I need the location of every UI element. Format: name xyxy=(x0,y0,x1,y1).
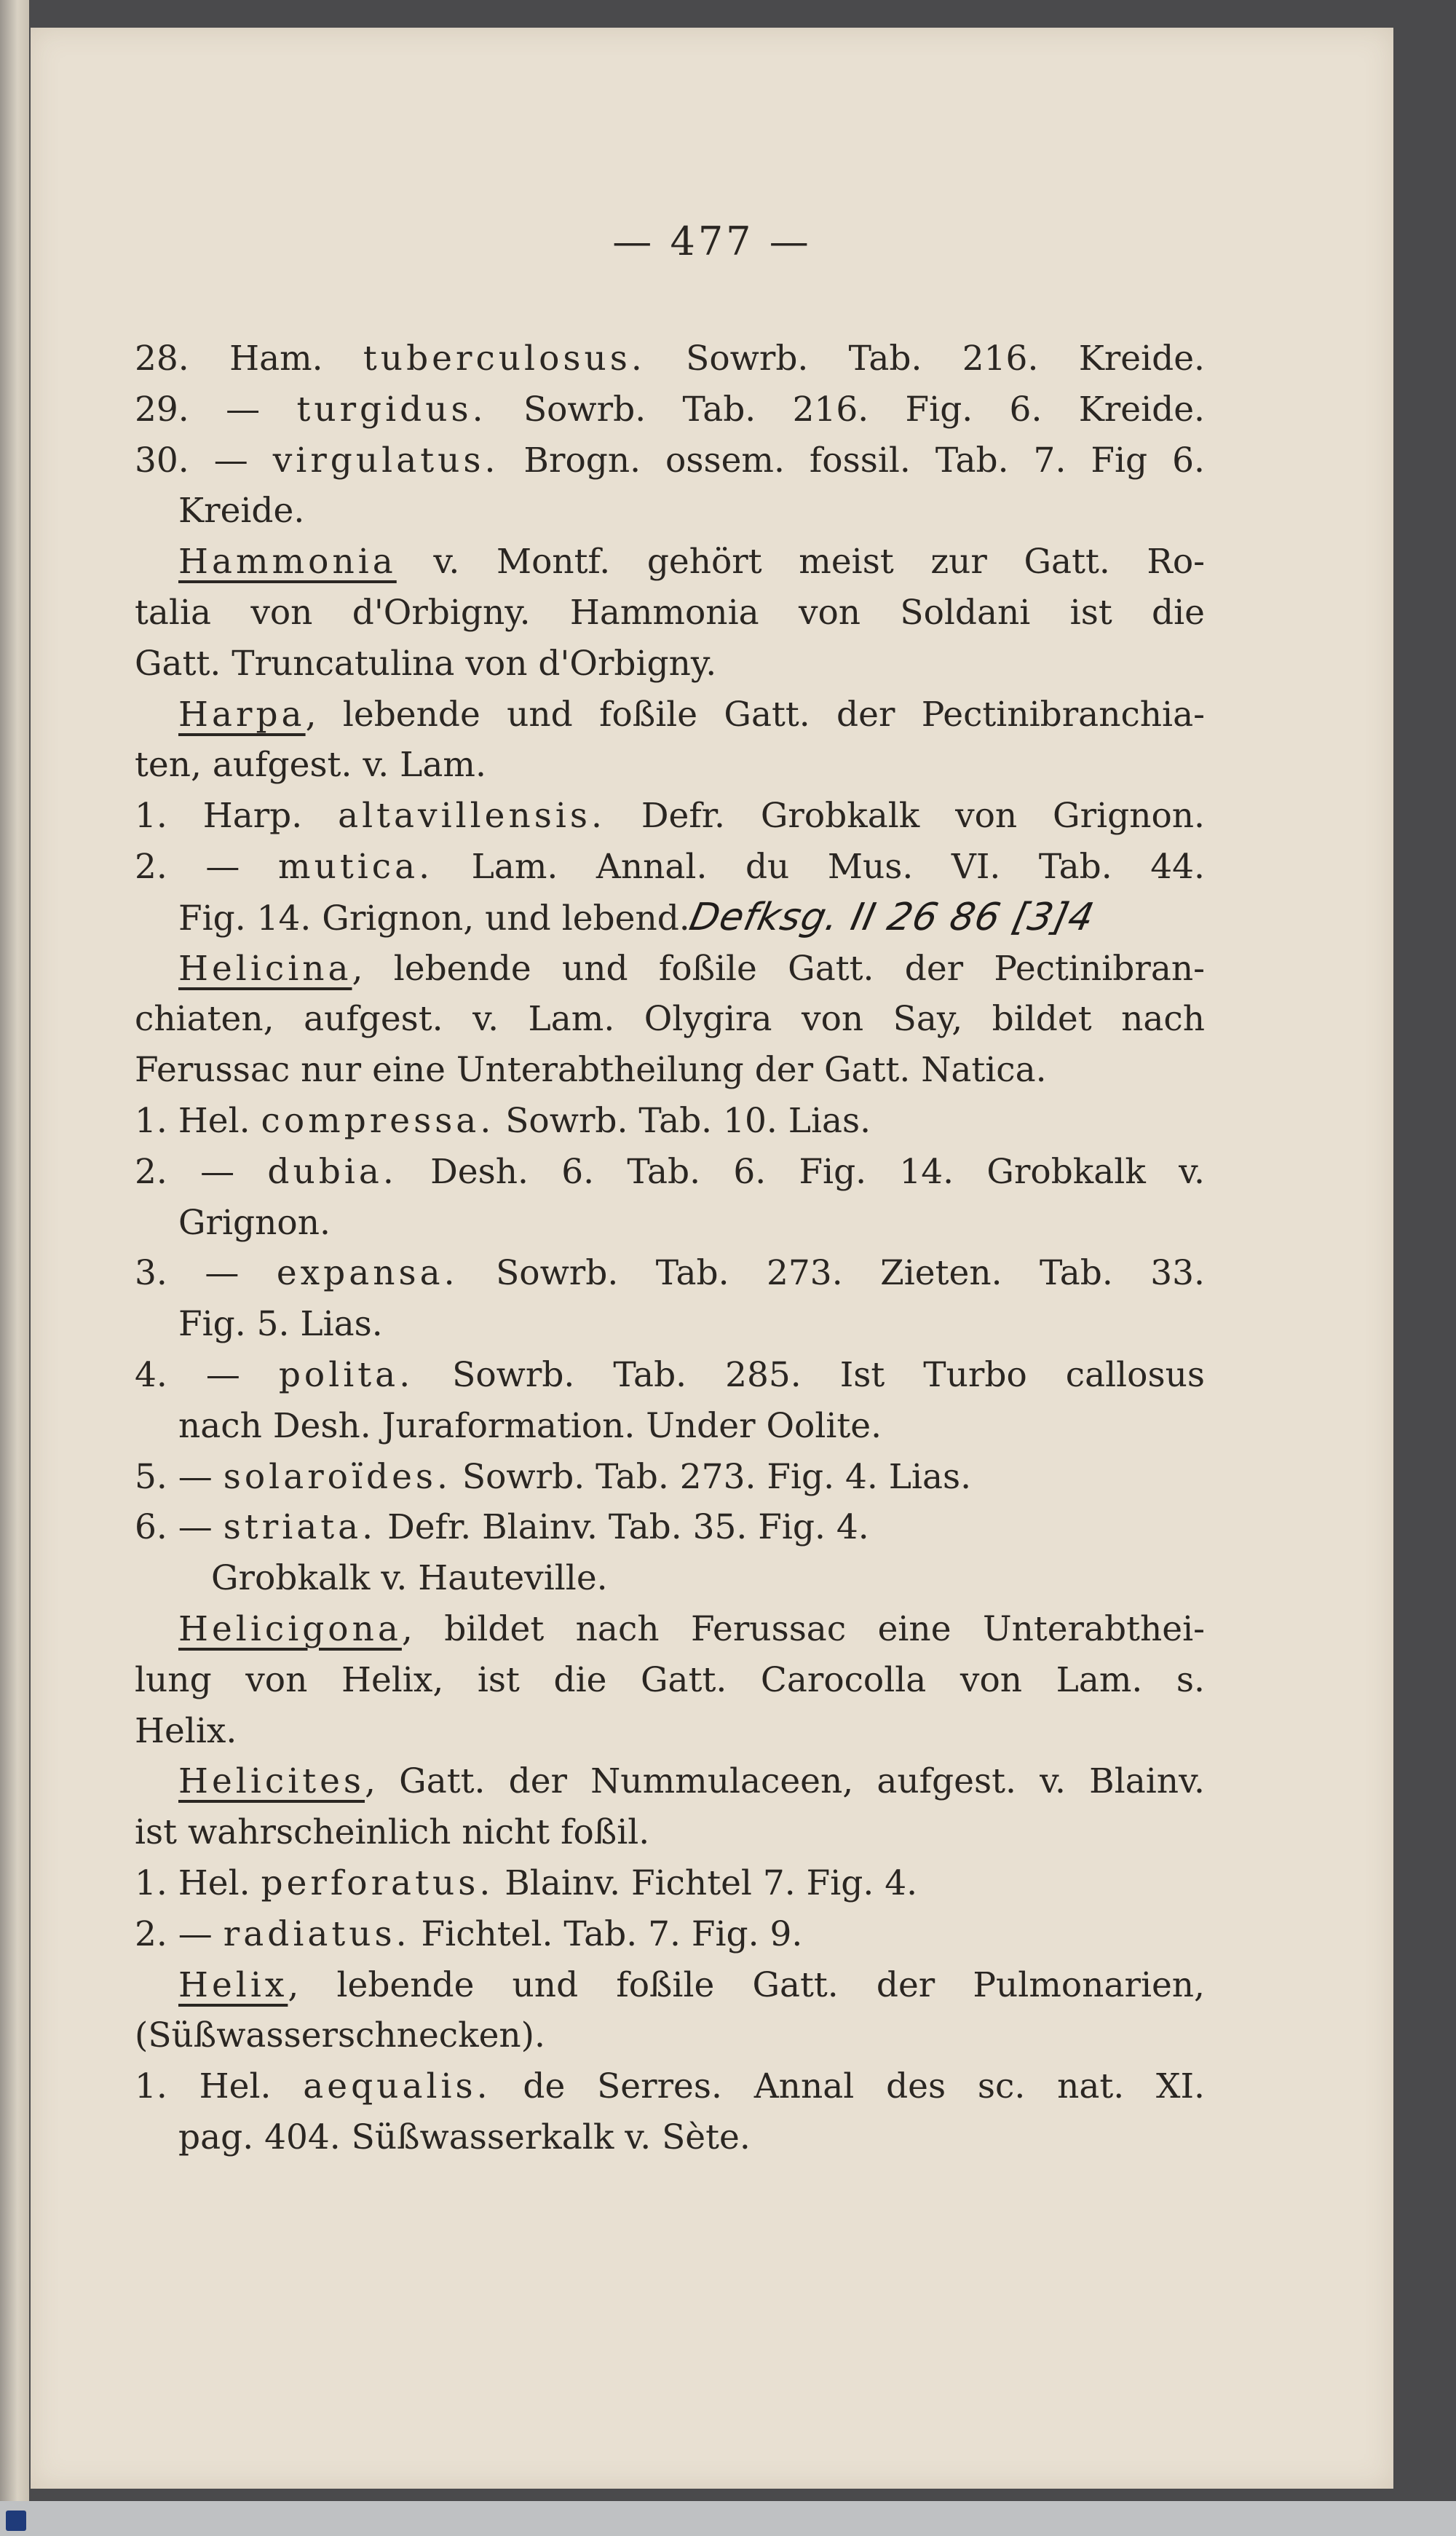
entry-line: 2. — dubia. Desh. 6. Tab. 6. Fig. 14. Grobkalk v. xyxy=(135,1151,1205,1192)
text-line: Helix. xyxy=(135,1710,237,1751)
book-page xyxy=(31,28,1393,2489)
genus-heading-line: Helicites, Gatt. der Nummulaceen, aufgest. v. Blainv. xyxy=(178,1761,1205,1802)
text-line: chiaten, aufgest. v. Lam. Olygira von Say, bildet nach xyxy=(135,999,1205,1040)
text-line: Gatt. Truncatulina von d'Orbigny. xyxy=(135,643,717,684)
genus-name-helicina: Helicina xyxy=(178,948,352,989)
page-gutter xyxy=(0,0,29,2501)
text-line: ten, aufgest. v. Lam. xyxy=(135,745,486,786)
entry-line: 3. — expansa. Sowrb. Tab. 273. Zieten. Tab. 33. xyxy=(135,1253,1205,1294)
entry-line: 5. — solaroïdes. Sowrb. Tab. 273. Fig. 4. Lias. xyxy=(135,1456,972,1497)
genus-name-helix: Helix xyxy=(178,1964,288,2005)
entry-line: 29. — turgidus. Sowrb. Tab. 216. Fig. 6. Kreide. xyxy=(135,389,1205,430)
scan-bottom-strip xyxy=(0,2501,1456,2536)
text-line: Grignon. xyxy=(178,1202,331,1243)
text-line: lung von Helix, ist die Gatt. Carocolla von Lam. s. xyxy=(135,1659,1205,1700)
page-body xyxy=(135,333,1205,2163)
genus-name-helicites: Helicites xyxy=(178,1761,365,1802)
text-line: ist wahrscheinlich nicht foßil. xyxy=(135,1812,650,1853)
genus-name-hammonia: Hammonia xyxy=(178,542,397,582)
genus-name-harpa: Harpa xyxy=(178,694,306,735)
entry-line: 2. — radiatus. Fichtel. Tab. 7. Fig. 9. xyxy=(135,1913,803,1954)
handwritten-annotation: Defksg. II 26 86 [3]4 xyxy=(685,895,1099,939)
page-number-header: — 477 — xyxy=(612,218,812,264)
entry-line: 1. Hel. perforatus. Blainv. Fichtel 7. Fig. 4. xyxy=(135,1863,918,1903)
entry-line: 1. Hel. aequalis. de Serres. Annal des sc. nat. XI. xyxy=(135,2066,1205,2107)
text-line: talia von d'Orbigny. Hammonia von Soldani ist die xyxy=(135,592,1205,633)
genus-heading-line: Helicigona, bildet nach Ferussac eine Unterabthei- xyxy=(178,1608,1205,1649)
entry-line: 30. — virgulatus. Brogn. ossem. fossil. Tab. 7. Fig 6. xyxy=(135,440,1205,481)
entry-line: 1. Hel. compressa. Sowrb. Tab. 10. Lias. xyxy=(135,1100,871,1141)
entry-line: 6. — striata. Defr. Blainv. Tab. 35. Fig. 4. xyxy=(135,1507,869,1548)
entry-line: 2. — mutica. Lam. Annal. du Mus. VI. Tab. 44. xyxy=(135,846,1205,887)
entry-line: 1. Harp. altavillensis. Defr. Grobkalk von Grignon. xyxy=(135,796,1205,837)
genus-heading-line: Hammonia v. Montf. gehört meist zur Gatt. Ro- xyxy=(178,542,1205,582)
genus-heading-line: Helicina, lebende und foßile Gatt. der Pectinibran- xyxy=(178,948,1205,989)
text-line: Ferussac nur eine Unterabtheilung der Gatt. Natica. xyxy=(135,1050,1047,1091)
entry-line: 28. Ham. tuberculosus. Sowrb. Tab. 216. Kreide. xyxy=(135,339,1205,379)
library-logo-icon xyxy=(6,2511,26,2531)
text-line: nach Desh. Juraformation. Under Oolite. xyxy=(178,1405,882,1446)
text-line: Fig. 14. Grignon, und lebend.Defksg. II 26 86 [3]4 xyxy=(135,893,1205,944)
text-line: Fig. 5. Lias. xyxy=(178,1304,383,1345)
entry-line: 4. — polita. Sowrb. Tab. 285. Ist Turbo callosus xyxy=(135,1354,1205,1395)
genus-heading-line: Helix, lebende und foßile Gatt. der Pulmonarien, xyxy=(178,1964,1205,2005)
text-line: Grobkalk v. Hauteville. xyxy=(211,1558,608,1599)
text-line: Kreide. xyxy=(178,491,305,532)
text-line: (Süßwasserschnecken). xyxy=(135,2015,545,2056)
genus-heading-line: Harpa, lebende und foßile Gatt. der Pectinibranchia- xyxy=(178,694,1205,735)
genus-name-helicigona: Helicigona xyxy=(178,1608,402,1649)
text-line: pag. 404. Süßwasserkalk v. Sète. xyxy=(178,2117,751,2157)
